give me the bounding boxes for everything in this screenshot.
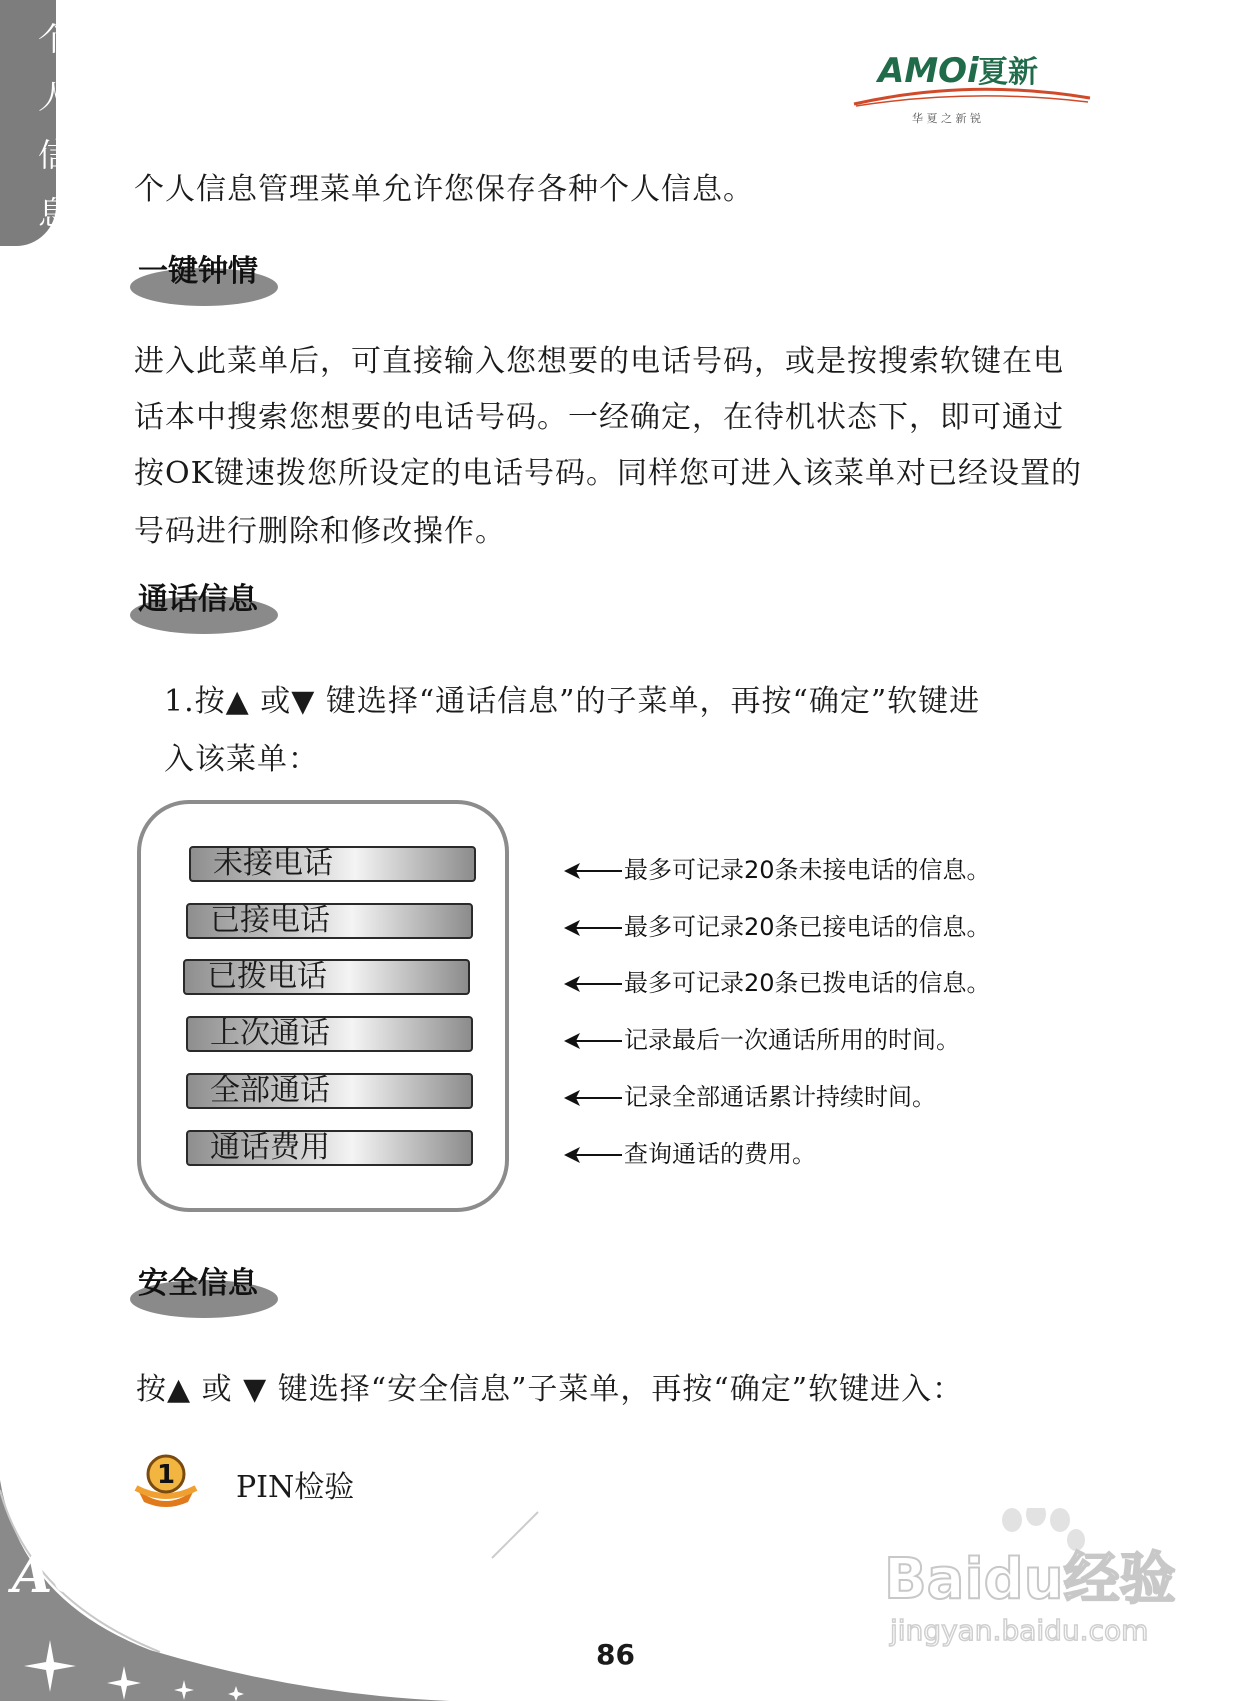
left-arrow-icon — [562, 861, 624, 881]
menu-item-missed-calls: 未接电话 — [189, 846, 476, 882]
decorative-stroke — [490, 1510, 540, 1560]
menu-note — [562, 1134, 816, 1169]
security-instruction: 按▲ 或 ▼ 键选择“安全信息”子菜单，再按“确定”软键进入： — [136, 1372, 964, 1407]
note-text: 查询通话的费用。 — [624, 1140, 816, 1168]
corner-decoration — [0, 1480, 460, 1701]
section-call-info-heading — [130, 574, 258, 618]
pin-check-item: PIN检验 — [236, 1470, 355, 1505]
section-security-heading — [130, 1258, 258, 1302]
note-text: 记录最后一次通话所用的时间。 — [624, 1026, 960, 1054]
menu-note — [562, 1020, 960, 1055]
side-tab-char: 信 — [38, 136, 71, 174]
section-title: 一键钟情 — [138, 254, 258, 289]
menu-item-all-calls: 全部通话 — [186, 1073, 473, 1109]
menu-item-dialed-calls: 已拨电话 — [183, 959, 470, 995]
logo-tagline: 华 夏 之 新 锐 — [912, 112, 981, 125]
note-text: 最多可记录20条已拨电话的信息。 — [624, 969, 991, 997]
side-tab-char: 息 — [38, 194, 71, 232]
left-arrow-icon — [562, 1145, 624, 1165]
paragraph-line: 号码进行删除和修改操作。 — [134, 514, 506, 549]
logo-cn: 夏新 — [978, 55, 1038, 90]
paragraph-line: 按OK键速拨您所设定的电话号码。同样您可进入该菜单对已经设置的 — [134, 456, 1083, 491]
section-title: 安全信息 — [138, 1266, 258, 1301]
section-title: 通话信息 — [138, 582, 258, 617]
left-arrow-icon — [562, 918, 624, 938]
paragraph-line: 进入此菜单后，可直接输入您想要的电话号码，或是按搜索软键在电 — [134, 344, 1064, 379]
menu-note — [562, 850, 991, 885]
intro-text: 个人信息管理菜单允许您保存各种个人信息。 — [134, 172, 754, 207]
step-line: 1.按▲ 或▼ 键选择“通话信息”的子菜单，再按“确定”软键进 — [164, 684, 981, 719]
watermark-brand: Baidu经验 — [884, 1547, 1176, 1612]
note-text: 最多可记录20条已接电话的信息。 — [624, 913, 991, 941]
side-tab-char: 人 — [38, 78, 71, 116]
left-arrow-icon — [562, 974, 624, 994]
watermark-url: jingyan.baidu.com — [890, 1614, 1149, 1647]
amoi-logo — [850, 48, 1100, 132]
model-mark: A6 — [12, 1544, 89, 1605]
menu-note — [562, 1077, 936, 1112]
left-arrow-icon — [562, 1088, 624, 1108]
paw-icon — [1002, 1508, 1085, 1551]
note-text: 记录全部通话累计持续时间。 — [624, 1083, 936, 1111]
section-one-key-heading — [130, 246, 258, 290]
menu-item-call-cost: 通话费用 — [186, 1130, 473, 1166]
left-arrow-icon — [562, 1031, 624, 1051]
note-text: 最多可记录20条未接电话的信息。 — [624, 856, 991, 884]
step-line: 入该菜单： — [164, 742, 319, 777]
menu-item-received-calls: 已接电话 — [186, 903, 473, 939]
menu-item-last-call: 上次通话 — [186, 1016, 473, 1052]
page-number: 86 — [596, 1638, 635, 1671]
badge-number: 1 — [156, 1460, 176, 1490]
paragraph-line: 话本中搜索您想要的电话号码。一经确定，在待机状态下，即可通过 — [134, 400, 1064, 435]
baidu-watermark — [880, 1508, 1180, 1658]
side-tab-char: 个 — [38, 20, 71, 58]
logo-latin: AMOi — [878, 51, 979, 91]
side-tab — [0, 0, 71, 246]
menu-note — [562, 963, 991, 998]
menu-note — [562, 907, 991, 942]
